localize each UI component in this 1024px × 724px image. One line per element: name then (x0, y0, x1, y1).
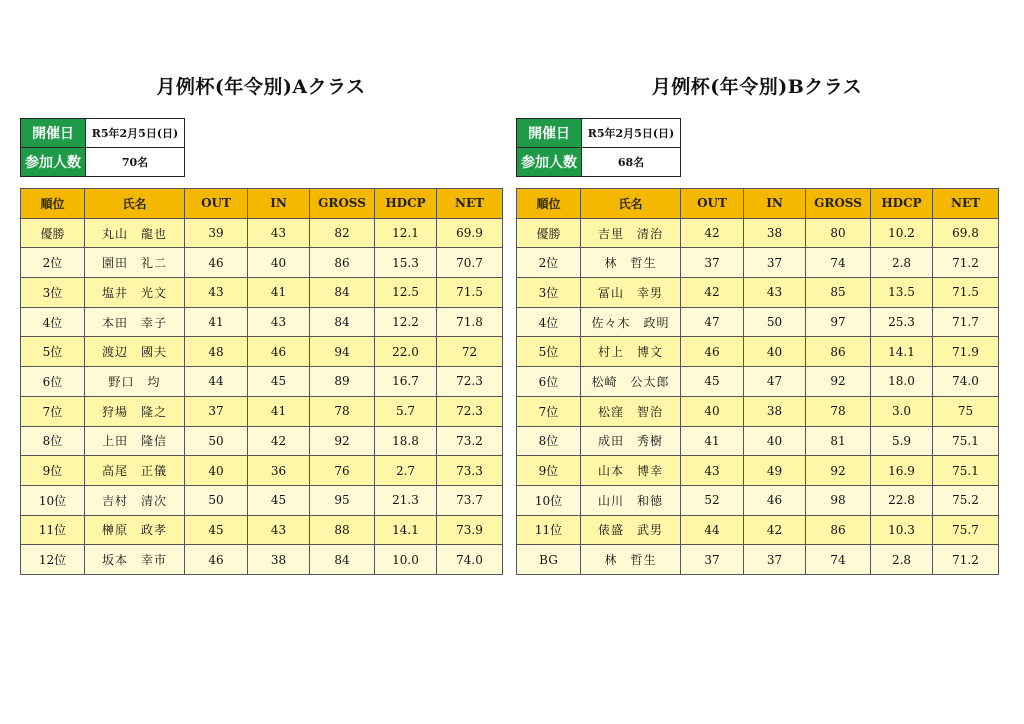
header-name: 氏名 (85, 189, 185, 219)
table-row (517, 396, 999, 426)
cell-net: 75.2 (933, 485, 999, 515)
cell-out: 46 (681, 337, 744, 367)
date-label: 開催日 (517, 119, 582, 148)
cell-name: 渡辺 國夫 (85, 337, 185, 367)
table-row (21, 278, 503, 308)
cell-name: 野口 均 (85, 367, 185, 397)
table-row (21, 367, 503, 397)
cell-gross: 88 (310, 515, 375, 545)
cell-in: 42 (744, 515, 806, 545)
cell-in: 41 (248, 278, 310, 308)
cell-in: 37 (744, 545, 806, 575)
cell-hdcp: 18.0 (871, 367, 933, 397)
header-net: NET (437, 189, 503, 219)
cell-rank: 3位 (517, 278, 581, 308)
class-b-title: 月例杯(年令別)Bクラス (651, 76, 863, 98)
cell-net: 75.1 (933, 456, 999, 486)
cell-name: 村上 博文 (581, 337, 681, 367)
cell-name: 高尾 正儀 (85, 456, 185, 486)
participants-label: 参加人数 (517, 148, 582, 177)
cell-rank: 4位 (517, 307, 581, 337)
cell-hdcp: 15.3 (375, 248, 437, 278)
cell-in: 43 (248, 307, 310, 337)
header-row (21, 189, 503, 219)
cell-gross: 92 (806, 367, 871, 397)
cell-rank: 6位 (21, 367, 85, 397)
cell-gross: 94 (310, 337, 375, 367)
cell-out: 50 (185, 485, 248, 515)
cell-in: 42 (248, 426, 310, 456)
cell-rank: 8位 (21, 426, 85, 456)
cell-name: 狩場 隆之 (85, 396, 185, 426)
cell-rank: 4位 (21, 307, 85, 337)
cell-name: 丸山 龍也 (85, 218, 185, 248)
cell-net: 75.7 (933, 515, 999, 545)
cell-rank: 8位 (517, 426, 581, 456)
cell-gross: 86 (806, 515, 871, 545)
cell-rank: 9位 (21, 456, 85, 486)
table-row (517, 545, 999, 575)
cell-out: 42 (681, 278, 744, 308)
cell-net: 75 (933, 396, 999, 426)
cell-in: 38 (744, 218, 806, 248)
table-row (517, 337, 999, 367)
cell-gross: 84 (310, 545, 375, 575)
cell-hdcp: 3.0 (871, 396, 933, 426)
cell-name: 山本 博幸 (581, 456, 681, 486)
cell-out: 44 (185, 367, 248, 397)
cell-in: 46 (248, 337, 310, 367)
cell-hdcp: 16.9 (871, 456, 933, 486)
header-row (517, 189, 999, 219)
participants-value: 70名 (86, 148, 185, 177)
cell-hdcp: 18.8 (375, 426, 437, 456)
cell-gross: 74 (806, 248, 871, 278)
table-row (517, 426, 999, 456)
cell-hdcp: 21.3 (375, 485, 437, 515)
cell-hdcp: 12.2 (375, 307, 437, 337)
cell-hdcp: 5.9 (871, 426, 933, 456)
table-row (517, 485, 999, 515)
cell-name: 俵盛 武男 (581, 515, 681, 545)
cell-net: 71.5 (933, 278, 999, 308)
date-value: R5年2月5日(日) (86, 119, 185, 148)
cell-out: 40 (185, 456, 248, 486)
cell-hdcp: 10.2 (871, 218, 933, 248)
cell-rank: 7位 (21, 396, 85, 426)
cell-name: 塩井 光文 (85, 278, 185, 308)
cell-rank: 3位 (21, 278, 85, 308)
cell-rank: BG (517, 545, 581, 575)
header-gross: GROSS (806, 189, 871, 219)
table-row (21, 337, 503, 367)
table-row (517, 307, 999, 337)
cell-in: 38 (248, 545, 310, 575)
cell-net: 73.7 (437, 485, 503, 515)
table-row (21, 545, 503, 575)
cell-net: 73.2 (437, 426, 503, 456)
cell-hdcp: 22.0 (375, 337, 437, 367)
cell-in: 45 (248, 367, 310, 397)
table-row (517, 456, 999, 486)
cell-net: 72.3 (437, 396, 503, 426)
cell-name: 成田 秀樹 (581, 426, 681, 456)
cell-net: 71.2 (933, 545, 999, 575)
cell-net: 69.8 (933, 218, 999, 248)
cell-out: 41 (185, 307, 248, 337)
header-out: OUT (681, 189, 744, 219)
cell-hdcp: 10.0 (375, 545, 437, 575)
cell-in: 49 (744, 456, 806, 486)
cell-rank: 11位 (21, 515, 85, 545)
cell-gross: 92 (310, 426, 375, 456)
cell-rank: 10位 (21, 485, 85, 515)
table-row (21, 515, 503, 545)
table-row (517, 218, 999, 248)
date-value: R5年2月5日(日) (582, 119, 681, 148)
cell-gross: 81 (806, 426, 871, 456)
cell-in: 41 (248, 396, 310, 426)
cell-name: 林 哲生 (581, 545, 681, 575)
class-a-info-table (20, 118, 185, 177)
cell-out: 47 (681, 307, 744, 337)
table-row (21, 456, 503, 486)
cell-name: 園田 礼二 (85, 248, 185, 278)
header-rank: 順位 (21, 189, 85, 219)
cell-out: 37 (185, 396, 248, 426)
cell-net: 75.1 (933, 426, 999, 456)
cell-name: 上田 隆信 (85, 426, 185, 456)
cell-name: 冨山 幸男 (581, 278, 681, 308)
cell-name: 松窪 智治 (581, 396, 681, 426)
cell-net: 73.9 (437, 515, 503, 545)
cell-rank: 5位 (21, 337, 85, 367)
cell-net: 74.0 (437, 545, 503, 575)
header-in: IN (248, 189, 310, 219)
cell-out: 46 (185, 248, 248, 278)
date-label: 開催日 (21, 119, 86, 148)
cell-in: 40 (248, 248, 310, 278)
cell-hdcp: 12.1 (375, 218, 437, 248)
cell-gross: 92 (806, 456, 871, 486)
cell-out: 44 (681, 515, 744, 545)
cell-gross: 89 (310, 367, 375, 397)
cell-net: 74.0 (933, 367, 999, 397)
cell-rank: 6位 (517, 367, 581, 397)
cell-net: 71.5 (437, 278, 503, 308)
cell-in: 40 (744, 337, 806, 367)
cell-gross: 74 (806, 545, 871, 575)
cell-out: 45 (681, 367, 744, 397)
cell-rank: 5位 (517, 337, 581, 367)
cell-out: 37 (681, 545, 744, 575)
cell-hdcp: 12.5 (375, 278, 437, 308)
table-row (517, 248, 999, 278)
cell-gross: 98 (806, 485, 871, 515)
cell-in: 47 (744, 367, 806, 397)
cell-name: 山川 和徳 (581, 485, 681, 515)
cell-hdcp: 16.7 (375, 367, 437, 397)
cell-hdcp: 14.1 (375, 515, 437, 545)
table-row (21, 307, 503, 337)
cell-name: 佐々木 政明 (581, 307, 681, 337)
header-rank: 順位 (517, 189, 581, 219)
cell-out: 52 (681, 485, 744, 515)
cell-out: 40 (681, 396, 744, 426)
cell-rank: 10位 (517, 485, 581, 515)
table-row (21, 426, 503, 456)
cell-name: 榊原 政孝 (85, 515, 185, 545)
cell-in: 36 (248, 456, 310, 486)
table-row (21, 218, 503, 248)
cell-hdcp: 10.3 (871, 515, 933, 545)
cell-hdcp: 2.7 (375, 456, 437, 486)
class-a-results-table (20, 188, 503, 575)
cell-gross: 95 (310, 485, 375, 515)
cell-rank: 優勝 (517, 218, 581, 248)
cell-gross: 84 (310, 307, 375, 337)
cell-out: 42 (681, 218, 744, 248)
cell-hdcp: 13.5 (871, 278, 933, 308)
table-row (21, 396, 503, 426)
cell-in: 46 (744, 485, 806, 515)
cell-hdcp: 2.8 (871, 545, 933, 575)
cell-net: 71.8 (437, 307, 503, 337)
class-a-title: 月例杯(年令別)Aクラス (156, 76, 366, 98)
cell-out: 43 (185, 278, 248, 308)
table-row (21, 248, 503, 278)
header-net: NET (933, 189, 999, 219)
cell-in: 50 (744, 307, 806, 337)
cell-hdcp: 14.1 (871, 337, 933, 367)
cell-gross: 80 (806, 218, 871, 248)
cell-gross: 85 (806, 278, 871, 308)
class-b-results-table (516, 188, 999, 575)
cell-in: 43 (744, 278, 806, 308)
cell-rank: 2位 (517, 248, 581, 278)
cell-out: 37 (681, 248, 744, 278)
cell-net: 72 (437, 337, 503, 367)
table-row (517, 367, 999, 397)
participants-value: 68名 (582, 148, 681, 177)
class-b-info-table (516, 118, 681, 177)
table-row (517, 278, 999, 308)
cell-rank: 9位 (517, 456, 581, 486)
cell-net: 70.7 (437, 248, 503, 278)
table-row (517, 515, 999, 545)
header-gross: GROSS (310, 189, 375, 219)
cell-rank: 2位 (21, 248, 85, 278)
cell-hdcp: 2.8 (871, 248, 933, 278)
header-out: OUT (185, 189, 248, 219)
header-in: IN (744, 189, 806, 219)
cell-in: 38 (744, 396, 806, 426)
header-name: 氏名 (581, 189, 681, 219)
cell-hdcp: 22.8 (871, 485, 933, 515)
cell-gross: 86 (310, 248, 375, 278)
cell-hdcp: 5.7 (375, 396, 437, 426)
cell-name: 吉里 清治 (581, 218, 681, 248)
cell-out: 48 (185, 337, 248, 367)
cell-in: 43 (248, 515, 310, 545)
cell-rank: 優勝 (21, 218, 85, 248)
cell-out: 45 (185, 515, 248, 545)
cell-net: 71.7 (933, 307, 999, 337)
cell-name: 本田 幸子 (85, 307, 185, 337)
cell-out: 43 (681, 456, 744, 486)
cell-gross: 86 (806, 337, 871, 367)
cell-gross: 97 (806, 307, 871, 337)
cell-rank: 7位 (517, 396, 581, 426)
cell-hdcp: 25.3 (871, 307, 933, 337)
cell-name: 林 哲生 (581, 248, 681, 278)
cell-net: 71.2 (933, 248, 999, 278)
cell-rank: 12位 (21, 545, 85, 575)
cell-rank: 11位 (517, 515, 581, 545)
cell-net: 73.3 (437, 456, 503, 486)
cell-gross: 78 (310, 396, 375, 426)
cell-out: 41 (681, 426, 744, 456)
cell-name: 吉村 清次 (85, 485, 185, 515)
cell-net: 72.3 (437, 367, 503, 397)
cell-gross: 82 (310, 218, 375, 248)
cell-name: 松崎 公太郎 (581, 367, 681, 397)
cell-gross: 84 (310, 278, 375, 308)
participants-label: 参加人数 (21, 148, 86, 177)
cell-out: 50 (185, 426, 248, 456)
cell-out: 39 (185, 218, 248, 248)
cell-in: 43 (248, 218, 310, 248)
cell-in: 37 (744, 248, 806, 278)
header-hdcp: HDCP (871, 189, 933, 219)
cell-net: 71.9 (933, 337, 999, 367)
cell-in: 45 (248, 485, 310, 515)
cell-name: 坂本 幸市 (85, 545, 185, 575)
cell-gross: 78 (806, 396, 871, 426)
cell-net: 69.9 (437, 218, 503, 248)
table-row (21, 485, 503, 515)
cell-out: 46 (185, 545, 248, 575)
header-hdcp: HDCP (375, 189, 437, 219)
cell-in: 40 (744, 426, 806, 456)
cell-gross: 76 (310, 456, 375, 486)
